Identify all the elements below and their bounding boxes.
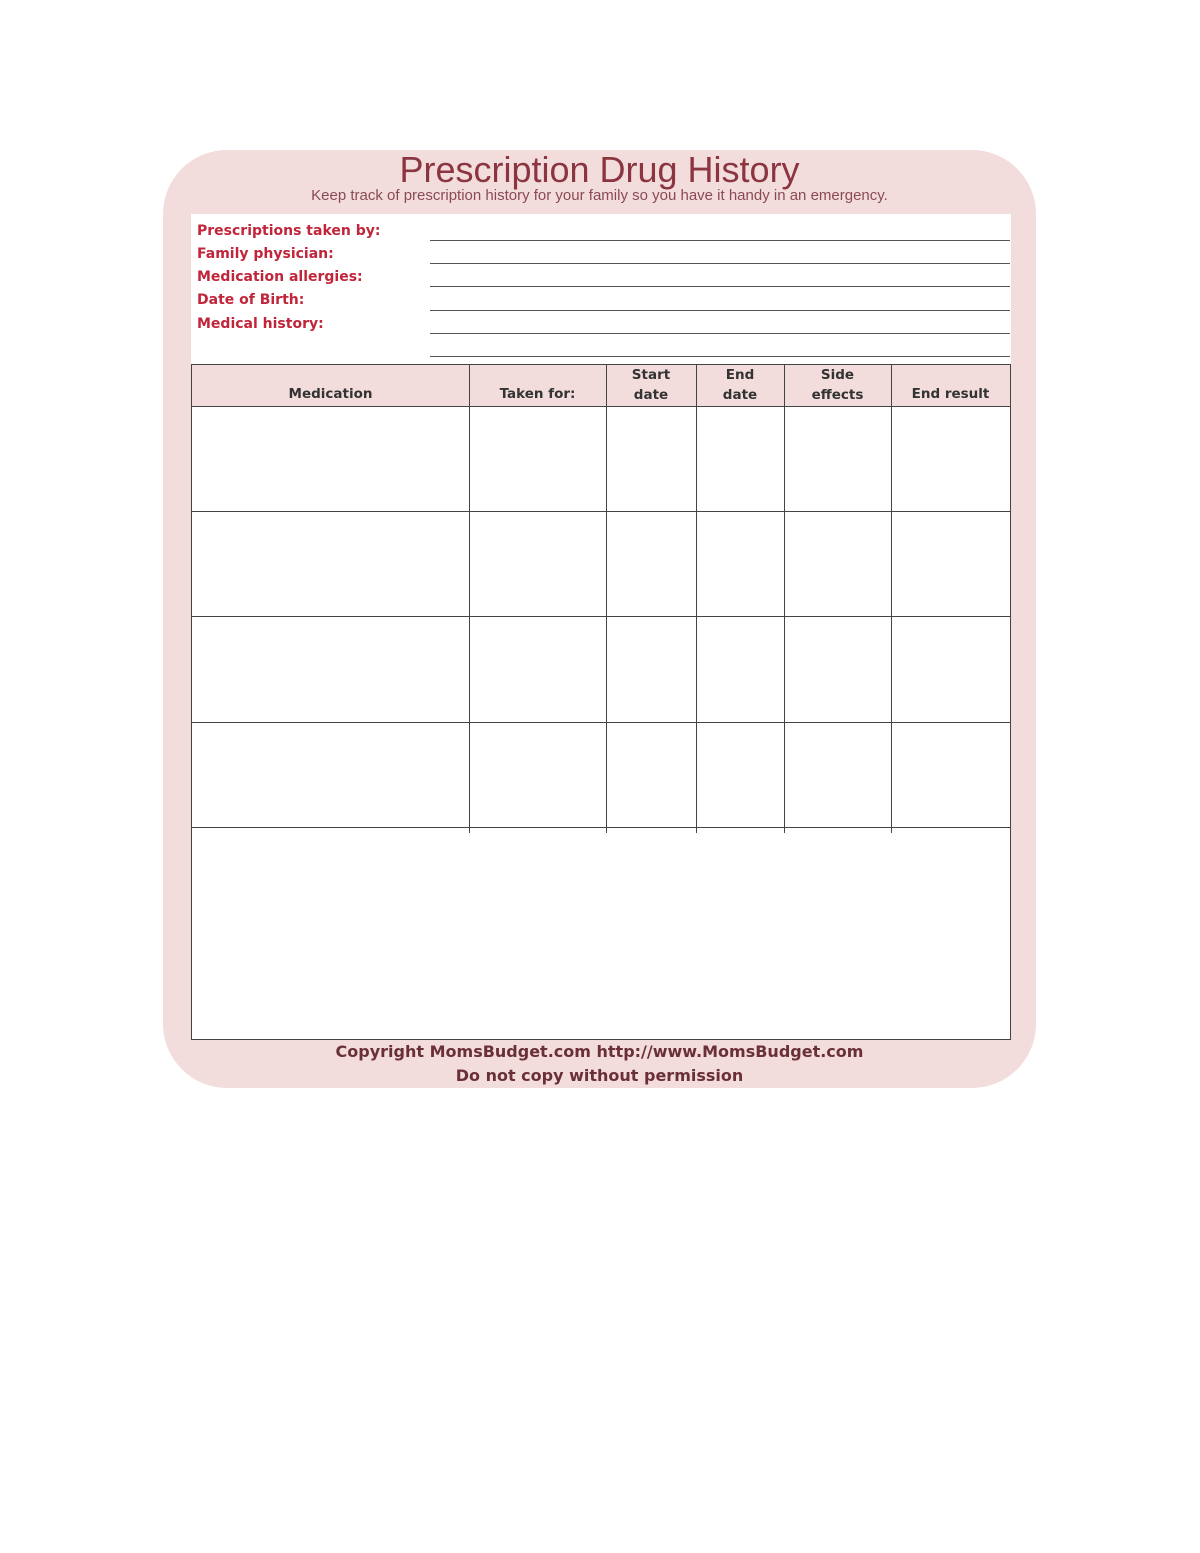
table-row[interactable]: [192, 512, 1010, 616]
table-header: [192, 365, 1010, 407]
medication-table: [191, 364, 1011, 1040]
medical-history-field-line-2[interactable]: [430, 356, 1010, 357]
footer-notice: Do not copy without permission: [455, 1066, 744, 1085]
table-row[interactable]: [192, 407, 1010, 511]
column-side-effects: Side effects: [811, 366, 864, 403]
medical-history-label: Medical history:: [197, 316, 324, 332]
medication-allergies-label: Medication allergies:: [197, 269, 363, 285]
family-physician-field[interactable]: [430, 263, 1010, 264]
info-section: [191, 214, 1011, 364]
family-physician-label: Family physician:: [197, 246, 334, 262]
medication-allergies-field[interactable]: [430, 286, 1010, 287]
column-start-date: Start date: [631, 366, 671, 403]
prescriptions-taken-by-label: Prescriptions taken by:: [197, 223, 381, 239]
table-row[interactable]: [192, 617, 1010, 722]
column-end-date: End date: [722, 366, 758, 403]
date-of-birth-field[interactable]: [430, 310, 1010, 311]
page-title: Prescription Drug History: [399, 149, 800, 190]
footer-copyright: Copyright MomsBudget.com http://www.MomsBudget.com: [335, 1042, 864, 1061]
column-taken-for: Taken for:: [499, 386, 576, 402]
column-medication: Medication: [288, 386, 373, 402]
table-row[interactable]: [192, 723, 1010, 827]
prescriptions-taken-by-field[interactable]: [430, 240, 1010, 241]
page-subtitle: Keep track of prescription history for your family so you have it handy in an emergency.: [311, 187, 888, 204]
notes-area[interactable]: [192, 828, 1010, 1038]
date-of-birth-label: Date of Birth:: [197, 292, 305, 308]
medical-history-field[interactable]: [430, 333, 1010, 334]
column-end-result: End result: [911, 386, 990, 402]
